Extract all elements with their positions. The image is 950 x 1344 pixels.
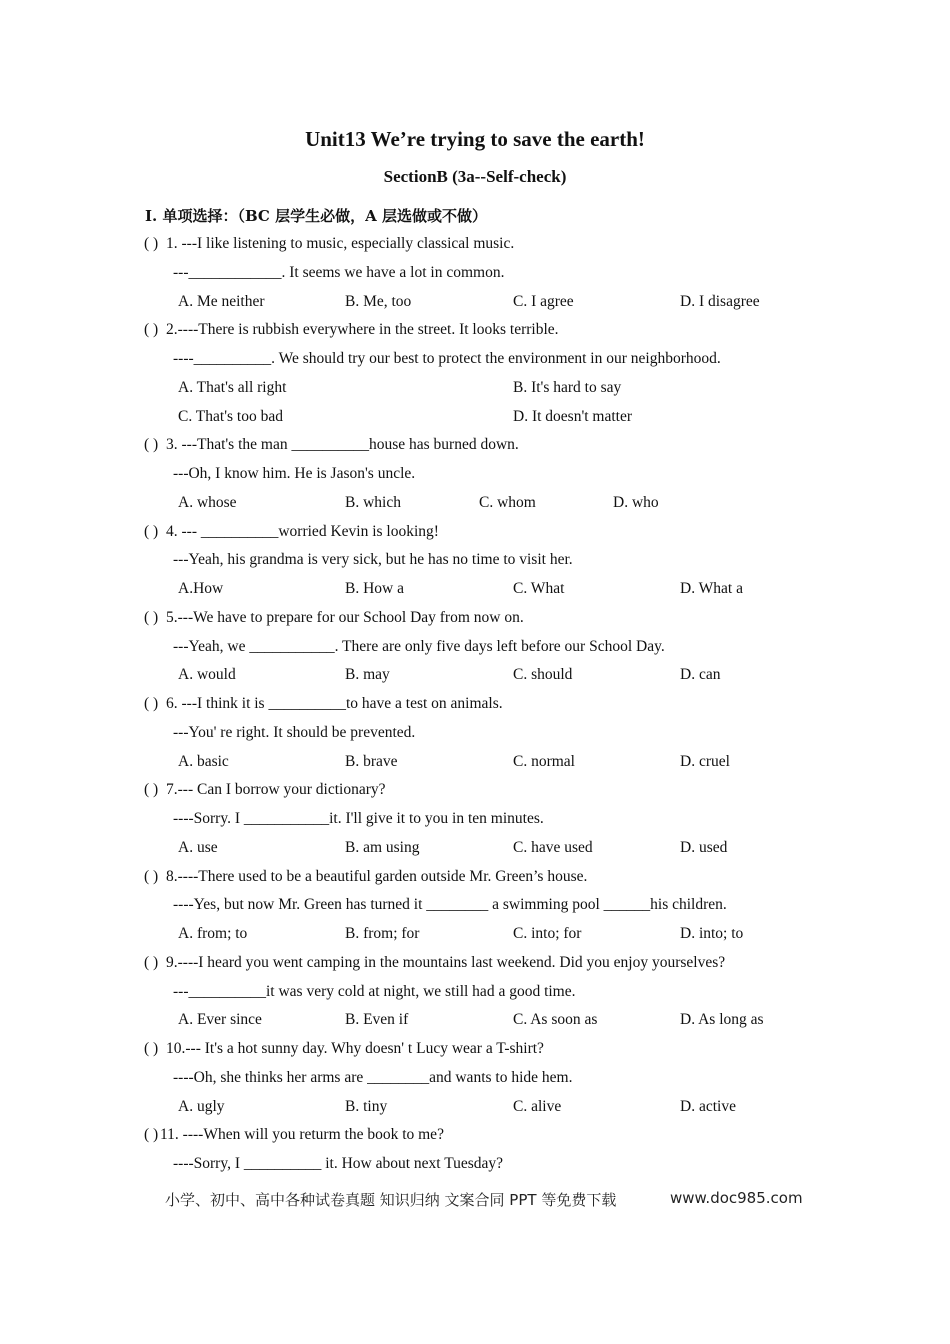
answer-option[interactable]: C. into; for bbox=[513, 925, 582, 942]
option-row bbox=[0, 1006, 950, 1035]
answer-blank[interactable]: ( ) bbox=[144, 608, 159, 626]
question-reply-line bbox=[0, 719, 950, 748]
answer-option[interactable]: D. It doesn't matter bbox=[513, 407, 633, 425]
question-stem: 8.----There used to be a beautiful garden outside Mr. Green’s house. bbox=[166, 867, 588, 885]
answer-option[interactable]: D. cruel bbox=[680, 752, 730, 770]
question-stem: 2.----There is rubbish everywhere in the street. It looks terrible. bbox=[166, 321, 559, 339]
answer-blank[interactable]: ( ) bbox=[144, 1126, 159, 1144]
question-stem-line bbox=[0, 604, 950, 633]
footer-url[interactable]: www.doc985.com bbox=[670, 1189, 803, 1207]
answer-blank[interactable]: ( ) bbox=[144, 867, 159, 885]
question-reply: ---__________it was very cold at night, we still had a good time. bbox=[173, 982, 576, 1000]
option-row bbox=[0, 1093, 950, 1122]
question-reply: ----__________. We should try our best to protect the environment in our neighborhood. bbox=[173, 350, 721, 367]
answer-blank[interactable]: ( ) bbox=[144, 321, 159, 339]
question-reply-line bbox=[0, 345, 950, 374]
question-stem: 6. ---I think it is __________to have a test on animals. bbox=[166, 695, 503, 712]
question-stem-line bbox=[0, 690, 950, 719]
option-row bbox=[0, 748, 950, 777]
page-footer bbox=[165, 1189, 803, 1210]
answer-option[interactable]: A. whose bbox=[178, 493, 237, 511]
question-stem: 10.--- It's a hot sunny day. Why doesn' t Lucy wear a T-shirt? bbox=[166, 1040, 544, 1057]
answer-option[interactable]: A.How bbox=[178, 580, 224, 597]
question-reply-line bbox=[0, 460, 950, 489]
answer-option[interactable]: B. brave bbox=[345, 752, 398, 770]
question-stem: 7.--- Can I borrow your dictionary? bbox=[166, 781, 386, 799]
answer-option[interactable]: D. who bbox=[613, 493, 659, 511]
option-row bbox=[0, 489, 950, 518]
question-stem-line bbox=[0, 949, 950, 978]
question-stem-line bbox=[0, 230, 950, 259]
question-stem: 4. --- __________worried Kevin is looking! bbox=[166, 522, 439, 540]
question-stem: 9.----I heard you went camping in the mountains last weekend. Did you enjoy yourselves? bbox=[166, 953, 726, 971]
question-stem-line bbox=[0, 316, 950, 345]
question-reply-line bbox=[0, 259, 950, 288]
question-stem-line bbox=[0, 776, 950, 805]
page-title: Unit13 We’re trying to save the earth! bbox=[305, 127, 645, 151]
answer-blank[interactable]: ( ) bbox=[144, 695, 159, 712]
question-stem-line bbox=[0, 1035, 950, 1064]
option-row bbox=[0, 288, 950, 317]
answer-option[interactable]: A. Me neither bbox=[178, 292, 265, 310]
answer-option[interactable]: A. basic bbox=[178, 752, 229, 770]
section-heading: I. 单项选择：（BC 层学生必做，A 层选做或不做） bbox=[145, 207, 487, 225]
answer-option[interactable]: A. ugly bbox=[178, 1097, 225, 1115]
question-reply-line bbox=[0, 1150, 950, 1179]
answer-option[interactable]: A. from; to bbox=[178, 925, 248, 942]
question-stem-line bbox=[0, 863, 950, 892]
option-row bbox=[0, 834, 950, 863]
answer-option[interactable]: B. am using bbox=[345, 838, 420, 856]
answer-option[interactable]: B. which bbox=[345, 493, 401, 511]
answer-option[interactable]: B. It's hard to say bbox=[513, 378, 622, 396]
answer-option[interactable]: B. Even if bbox=[345, 1011, 409, 1029]
question-list bbox=[0, 230, 950, 1179]
answer-option[interactable]: C. What bbox=[513, 580, 565, 597]
question-reply-line bbox=[0, 546, 950, 575]
question-stem-line bbox=[0, 431, 950, 460]
answer-option[interactable]: C. As soon as bbox=[513, 1011, 598, 1029]
answer-option[interactable]: B. How a bbox=[345, 580, 404, 597]
question-reply: ---Oh, I know him. He is Jason's uncle. bbox=[173, 465, 416, 482]
answer-option[interactable]: D. active bbox=[680, 1097, 736, 1115]
answer-option[interactable]: D. As long as bbox=[680, 1011, 764, 1029]
question-reply-line bbox=[0, 805, 950, 834]
answer-option[interactable]: D. can bbox=[680, 666, 721, 684]
answer-option[interactable]: A. would bbox=[178, 666, 236, 684]
question-reply: ----Sorry. I ___________it. I'll give it to you in ten minutes. bbox=[173, 810, 544, 827]
answer-option[interactable]: D. I disagree bbox=[680, 292, 760, 310]
option-row bbox=[0, 575, 950, 604]
question-reply: ----Oh, she thinks her arms are ________and wants to hide hem. bbox=[173, 1068, 573, 1086]
answer-option[interactable]: C. That's too bad bbox=[178, 407, 283, 425]
question-stem: 1. ---I like listening to music, especially classical music. bbox=[166, 235, 515, 252]
answer-option[interactable]: B. tiny bbox=[345, 1097, 388, 1115]
answer-option[interactable]: D. into; to bbox=[680, 925, 744, 942]
answer-option[interactable]: C. whom bbox=[479, 493, 536, 511]
question-stem: 5.---We have to prepare for our School Day from now on. bbox=[166, 608, 524, 626]
question-stem: 3. ---That's the man __________house has burned down. bbox=[166, 436, 519, 454]
answer-blank[interactable]: ( ) bbox=[144, 436, 159, 454]
answer-option[interactable]: C. have used bbox=[513, 838, 593, 856]
answer-blank[interactable]: ( ) bbox=[144, 781, 159, 799]
answer-option[interactable]: B. may bbox=[345, 666, 390, 684]
answer-option[interactable]: C. should bbox=[513, 666, 573, 684]
answer-option[interactable]: D. What a bbox=[680, 580, 743, 597]
question-reply: ----Yes, but now Mr. Green has turned it ________ a swimming pool ______his children. bbox=[173, 896, 727, 914]
answer-option[interactable]: C. normal bbox=[513, 752, 575, 770]
question-reply-line bbox=[0, 633, 950, 662]
answer-blank[interactable]: ( ) bbox=[144, 1040, 159, 1057]
question-stem: 11. ----When will you returm the book to me? bbox=[160, 1126, 444, 1144]
option-row bbox=[0, 403, 950, 432]
answer-option[interactable]: A. Ever since bbox=[178, 1011, 262, 1029]
footer-text: 小学、初中、高中各种试卷真题 知识归纳 文案合同 PPT 等免费下载 bbox=[165, 1191, 617, 1209]
question-stem-line bbox=[0, 1121, 950, 1150]
question-reply-line bbox=[0, 891, 950, 920]
question-reply: ----Sorry, I __________ it. How about next Tuesday? bbox=[173, 1155, 504, 1172]
question-reply: ---____________. It seems we have a lot in common. bbox=[173, 263, 505, 281]
question-reply: ---Yeah, we ___________. There are only five days left before our School Day. bbox=[173, 637, 665, 655]
answer-blank[interactable]: ( ) bbox=[144, 953, 159, 971]
question-reply-line bbox=[0, 978, 950, 1007]
question-reply: ---Yeah, his grandma is very sick, but he has no time to visit her. bbox=[173, 551, 573, 569]
answer-blank[interactable]: ( ) bbox=[144, 235, 159, 252]
answer-option[interactable]: D. used bbox=[680, 838, 728, 856]
answer-option[interactable]: A. That's all right bbox=[178, 378, 287, 396]
answer-blank[interactable]: ( ) bbox=[144, 522, 159, 540]
answer-option[interactable]: A. use bbox=[178, 838, 218, 856]
option-row bbox=[0, 374, 950, 403]
page-subtitle: SectionB (3a--Self-check) bbox=[383, 167, 567, 186]
question-stem-line bbox=[0, 518, 950, 547]
option-row bbox=[0, 661, 950, 690]
answer-option[interactable]: B. Me, too bbox=[345, 292, 412, 310]
answer-option[interactable]: C. I agree bbox=[513, 292, 574, 310]
question-reply-line bbox=[0, 1064, 950, 1093]
question-reply: ---You' re right. It should be prevented. bbox=[173, 723, 416, 741]
answer-option[interactable]: B. from; for bbox=[345, 925, 420, 942]
option-row bbox=[0, 920, 950, 949]
answer-option[interactable]: C. alive bbox=[513, 1097, 562, 1115]
